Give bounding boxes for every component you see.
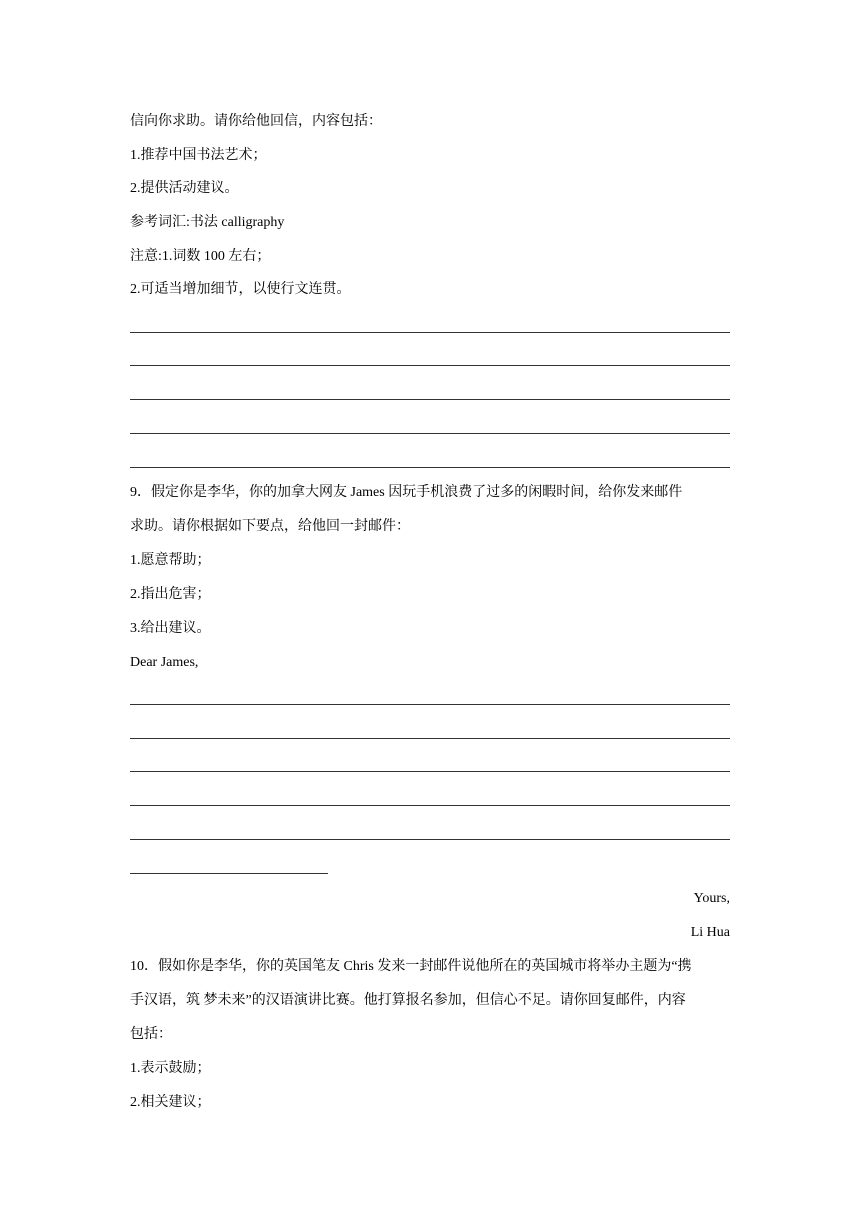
q8-answer-line[interactable] <box>130 433 730 434</box>
q8-line-note-2: 2.可适当增加细节，以使行文连贯。 <box>130 282 351 297</box>
q9-point-1: 1.愿意帮助； <box>130 553 211 568</box>
q9-answer-line[interactable] <box>130 771 730 772</box>
q9-point-2: 2.指出危害； <box>130 587 211 602</box>
q8-answer-line[interactable] <box>130 399 730 400</box>
q8-line-vocab: 参考词汇:书法 calligraphy <box>130 215 285 230</box>
q8-line-intro: 信向你求助。请你给他回信，内容包括： <box>130 114 382 129</box>
q8-answer-line[interactable] <box>130 365 730 366</box>
q10-prompt-line-1: 10．假如你是李华，你的英国笔友 Chris 发来一封邮件说他所在的英国城市将举办主题为“携 <box>130 959 692 974</box>
q10-point-2: 2.相关建议； <box>130 1095 211 1110</box>
q9-prompt-line-1: 9．假定你是李华，你的加拿大网友 James 因玩手机浪费了过多的闲暇时间，给你发来邮件 <box>130 485 683 500</box>
q10-point-1: 1.表示鼓励； <box>130 1061 211 1076</box>
q9-salutation: Dear James, <box>130 655 199 670</box>
q9-answer-line[interactable] <box>130 839 730 840</box>
q10-prompt-line-2: 手汉语，筑 梦未来”的汉语演讲比赛。他打算报名参加，但信心不足。请你回复邮件，内容 <box>130 993 686 1008</box>
q9-signature: Li Hua <box>690 925 730 940</box>
q9-closing: Yours, <box>693 891 730 906</box>
q9-answer-line[interactable] <box>130 704 730 705</box>
q8-line-note-1: 注意:1.词数 100 左右； <box>130 249 271 264</box>
q10-prompt-line-3: 包括： <box>130 1027 172 1042</box>
q9-answer-line[interactable] <box>130 805 730 806</box>
q8-answer-line[interactable] <box>130 332 730 333</box>
q8-line-point-1: 1.推荐中国书法艺术； <box>130 148 267 163</box>
q8-line-point-2: 2.提供活动建议。 <box>130 181 239 196</box>
q8-answer-line[interactable] <box>130 467 730 468</box>
q9-point-3: 3.给出建议。 <box>130 621 211 636</box>
q9-answer-line[interactable] <box>130 738 730 739</box>
q9-answer-line-short[interactable] <box>130 873 328 874</box>
q9-prompt-line-2: 求助。请你根据如下要点，给他回一封邮件： <box>130 519 410 534</box>
